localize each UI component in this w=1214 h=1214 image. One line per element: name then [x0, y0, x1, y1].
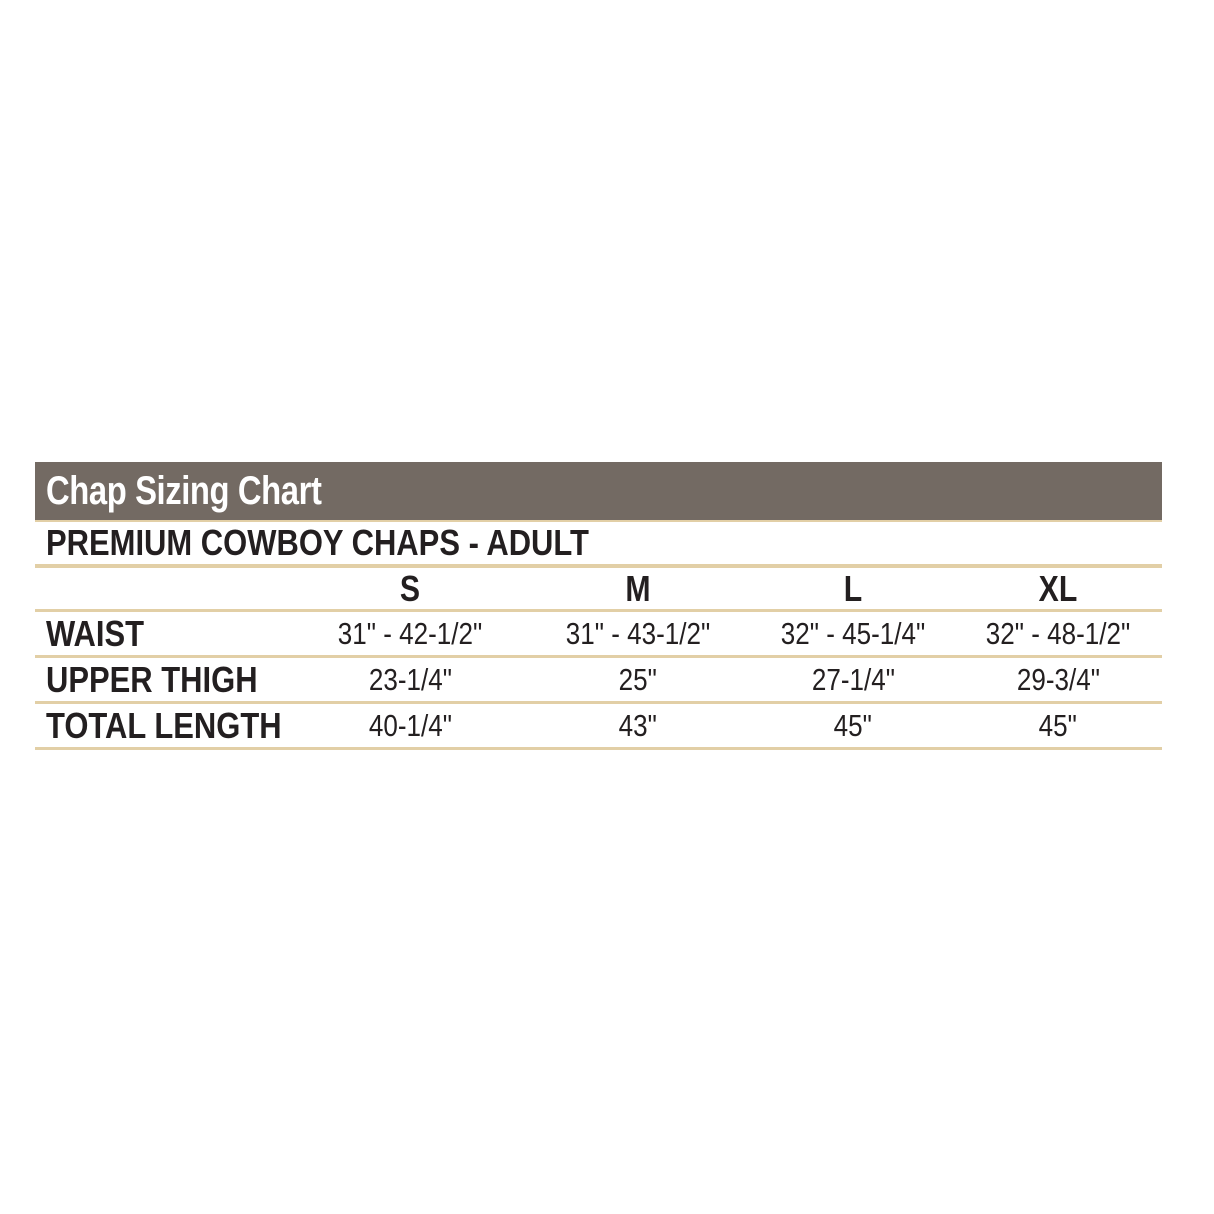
upper-thigh-xl: 29-3/4" — [1016, 661, 1100, 697]
waist-xl: 32" - 48-1/2" — [985, 615, 1131, 651]
sizing-chart — [35, 462, 1162, 750]
table-row-waist — [35, 612, 1162, 658]
total-length-xl: 45" — [1038, 707, 1078, 743]
size-header-row — [35, 568, 1162, 612]
row-label-total-length: TOTAL LENGTH — [46, 704, 282, 746]
total-length-l: 45" — [833, 707, 873, 743]
upper-thigh-m: 25" — [618, 661, 658, 697]
waist-s: 31" - 42-1/2" — [337, 615, 483, 651]
size-header-m: M — [625, 567, 651, 609]
table-row-upper-thigh — [35, 658, 1162, 704]
waist-l: 32" - 45-1/4" — [780, 615, 926, 651]
row-label-waist: WAIST — [46, 612, 145, 654]
product-title: PREMIUM COWBOY CHAPS - ADULT — [46, 522, 589, 563]
table-row-total-length — [35, 704, 1162, 750]
upper-thigh-l: 27-1/4" — [811, 661, 895, 697]
chart-title: Chap Sizing Chart — [46, 468, 322, 513]
title-bar — [35, 462, 1162, 522]
product-title-row — [35, 522, 1162, 568]
size-header-l: L — [843, 567, 863, 609]
size-header-s: S — [399, 567, 421, 609]
total-length-m: 43" — [618, 707, 658, 743]
waist-m: 31" - 43-1/2" — [565, 615, 711, 651]
total-length-s: 40-1/4" — [368, 707, 452, 743]
size-header-xl: XL — [1038, 567, 1078, 609]
upper-thigh-s: 23-1/4" — [368, 661, 452, 697]
row-label-upper-thigh: UPPER THIGH — [46, 658, 258, 700]
